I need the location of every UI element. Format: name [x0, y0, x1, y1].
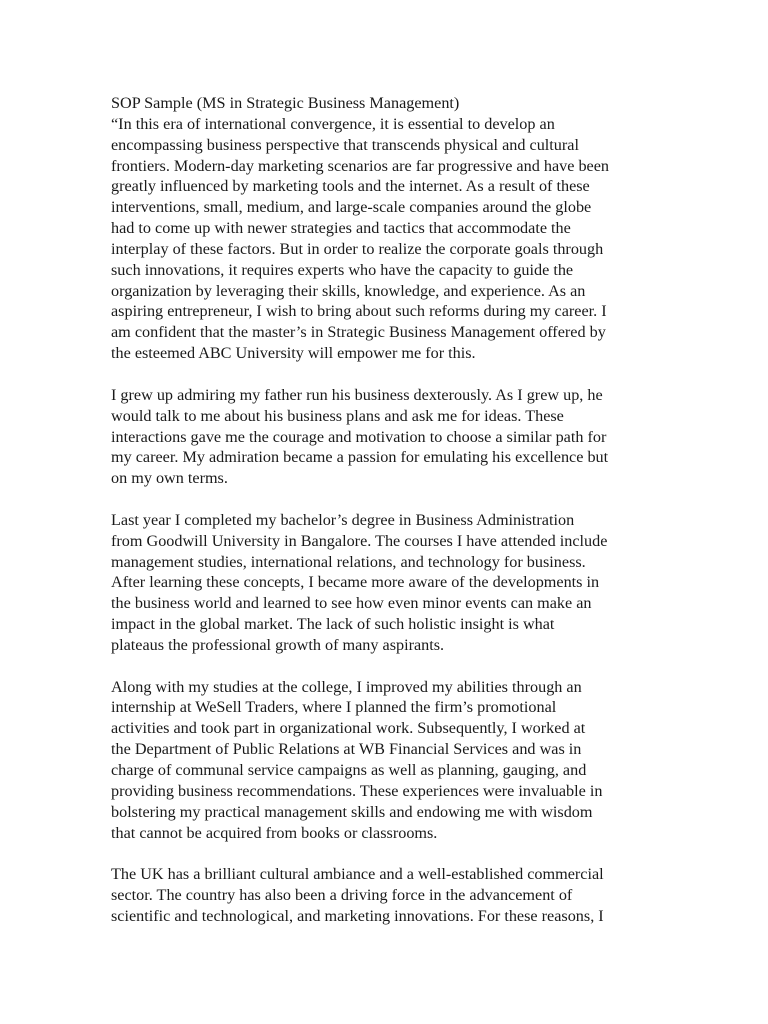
text-line: the business world and learned to see how even minor events can make an — [111, 594, 592, 613]
text-line: After learning these concepts, I became more aware of the developments in — [111, 573, 600, 592]
text-line: scientific and technological, and marketing innovations. For these reasons, I — [111, 906, 604, 925]
text-line: greatly influenced by marketing tools and the internet. As a result of these — [111, 177, 590, 196]
text-line: interventions, small, medium, and large-scale companies around the globe — [111, 198, 592, 217]
text-line: The UK has a brilliant cultural ambiance and a well-established commercial — [111, 865, 604, 884]
text-line: frontiers. Modern-day marketing scenarios are far progressive and have been — [111, 156, 610, 175]
text-line: aspiring entrepreneur, I wish to bring about such reforms during my career. I — [111, 302, 607, 321]
document-page — [111, 93, 659, 948]
text-line: activities and took part in organizational work. Subsequently, I worked at — [111, 719, 586, 738]
text-line: would talk to me about his business plans and ask me for ideas. These — [111, 406, 564, 425]
text-line: on my own terms. — [111, 469, 228, 488]
text-line: organization by leveraging their skills, knowledge, and experience. As an — [111, 281, 586, 300]
text-line: impact in the global market. The lack of such holistic insight is what — [111, 615, 555, 634]
text-line: management studies, international relations, and technology for business. — [111, 552, 586, 571]
text-line: encompassing business perspective that transcends physical and cultural — [111, 135, 579, 154]
text-line: the Department of Public Relations at WB Financial Services and was in — [111, 740, 582, 759]
text-line: providing business recommendations. These experiences were invaluable in — [111, 781, 603, 800]
text-line: Last year I completed my bachelor’s degree in Business Administration — [111, 510, 575, 529]
text-line: Along with my studies at the college, I improved my abilities through an — [111, 677, 582, 696]
text-line: bolstering my practical management skills and endowing me with wisdom — [111, 802, 593, 821]
text-line: had to come up with newer strategies and tactics that accommodate the — [111, 219, 571, 238]
text-line: internship at WeSell Traders, where I planned the firm’s promotional — [111, 698, 557, 717]
paragraph-2 — [111, 385, 659, 489]
text-line: I grew up admiring my father run his business dexterously. As I grew up, he — [111, 385, 603, 404]
text-line: plateaus the professional growth of many aspirants. — [111, 635, 445, 654]
text-line: “In this era of international convergence, it is essential to develop an — [111, 114, 555, 133]
paragraph-1 — [111, 114, 659, 364]
text-line: am confident that the master’s in Strategic Business Management offered by — [111, 323, 606, 342]
text-line: sector. The country has also been a driving force in the advancement of — [111, 886, 573, 905]
document-title: SOP Sample (MS in Strategic Business Management) — [111, 94, 460, 112]
text-line: my career. My admiration became a passion for emulating his excellence but — [111, 448, 609, 467]
text-line: the esteemed ABC University will empower me for this. — [111, 344, 476, 363]
text-line: interplay of these factors. But in order to realize the corporate goals through — [111, 239, 604, 258]
text-line: charge of communal service campaigns as well as planning, gauging, and — [111, 761, 587, 779]
text-line: such innovations, it requires experts who have the capacity to guide the — [111, 260, 574, 279]
paragraph-5 — [111, 864, 659, 927]
text-line: interactions gave me the courage and motivation to choose a similar path for — [111, 427, 607, 446]
text-line: from Goodwill University in Bangalore. The courses I have attended include — [111, 531, 608, 550]
text-line: that cannot be acquired from books or classrooms. — [111, 823, 438, 842]
paragraph-3 — [111, 510, 659, 656]
paragraph-4 — [111, 677, 659, 844]
